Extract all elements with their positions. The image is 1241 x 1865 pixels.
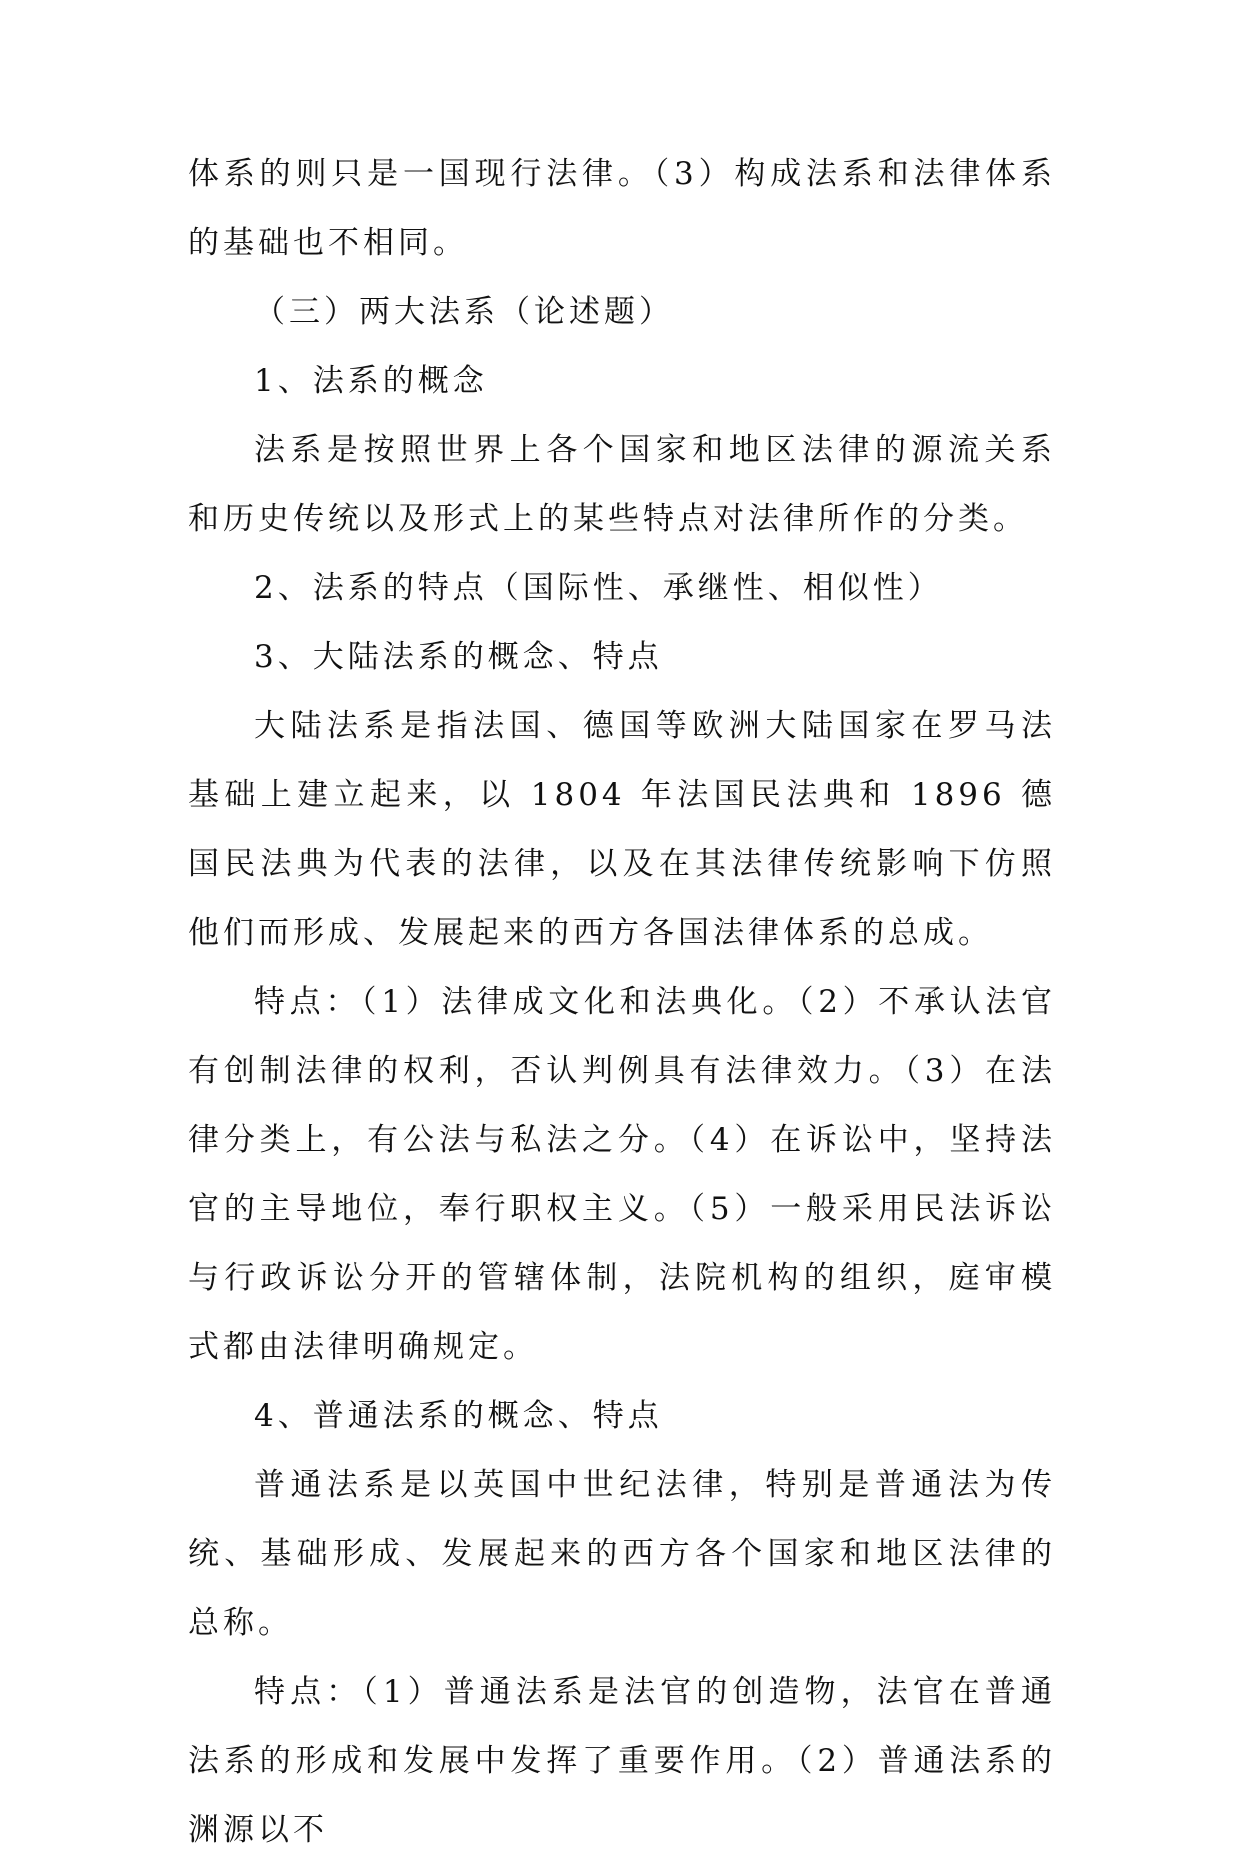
paragraph-legal-family-definition: 法系是按照世界上各个国家和地区法律的源流关系和历史传统以及形式上的某些特点对法律所作的分类。	[188, 432, 1056, 537]
subheading-civil-law-concept: 3、大陆法系的概念、特点	[254, 639, 663, 675]
paragraph-continuation: 体系的则只是一国现行法律。（3）构成法系和法律体系的基础也不相同。	[188, 156, 1056, 261]
section-heading-two-legal-families: （三）两大法系（论述题）	[254, 294, 674, 330]
subheading-legal-family-features: 2、法系的特点（国际性、承继性、相似性）	[254, 570, 943, 606]
paragraph-common-law-features: 特点：（1）普通法系是法官的创造物，法官在普通法系的形成和发展中发挥了重要作用。（2）普通法系的渊源以不	[188, 1674, 1056, 1848]
paragraph-civil-law-definition: 大陆法系是指法国、德国等欧洲大陆国家在罗马法基础上建立起来，以 1804 年法国民法典和 1896 德国民法典为代表的法律，以及在其法律传统影响下仿照他们而形成、发展起来的西方各国法律体系的总成。	[188, 708, 1056, 951]
paragraph-civil-law-features: 特点：（1）法律成文化和法典化。（2）不承认法官有创制法律的权利，否认判例具有法律效力。（3）在法律分类上，有公法与私法之分。（4）在诉讼中，坚持法官的主导地位，奉行职权主义。（5）一般采用民法诉讼与行政诉讼分开的管辖体制，法院机构的组织，庭审模式都由法律明确规定。	[188, 984, 1056, 1365]
document-page	[188, 140, 1056, 1865]
subheading-legal-family-concept: 1、法系的概念	[254, 363, 488, 399]
paragraph-common-law-definition: 普通法系是以英国中世纪法律，特别是普通法为传统、基础形成、发展起来的西方各个国家和地区法律的总称。	[188, 1467, 1056, 1641]
subheading-common-law-concept: 4、普通法系的概念、特点	[254, 1398, 663, 1434]
